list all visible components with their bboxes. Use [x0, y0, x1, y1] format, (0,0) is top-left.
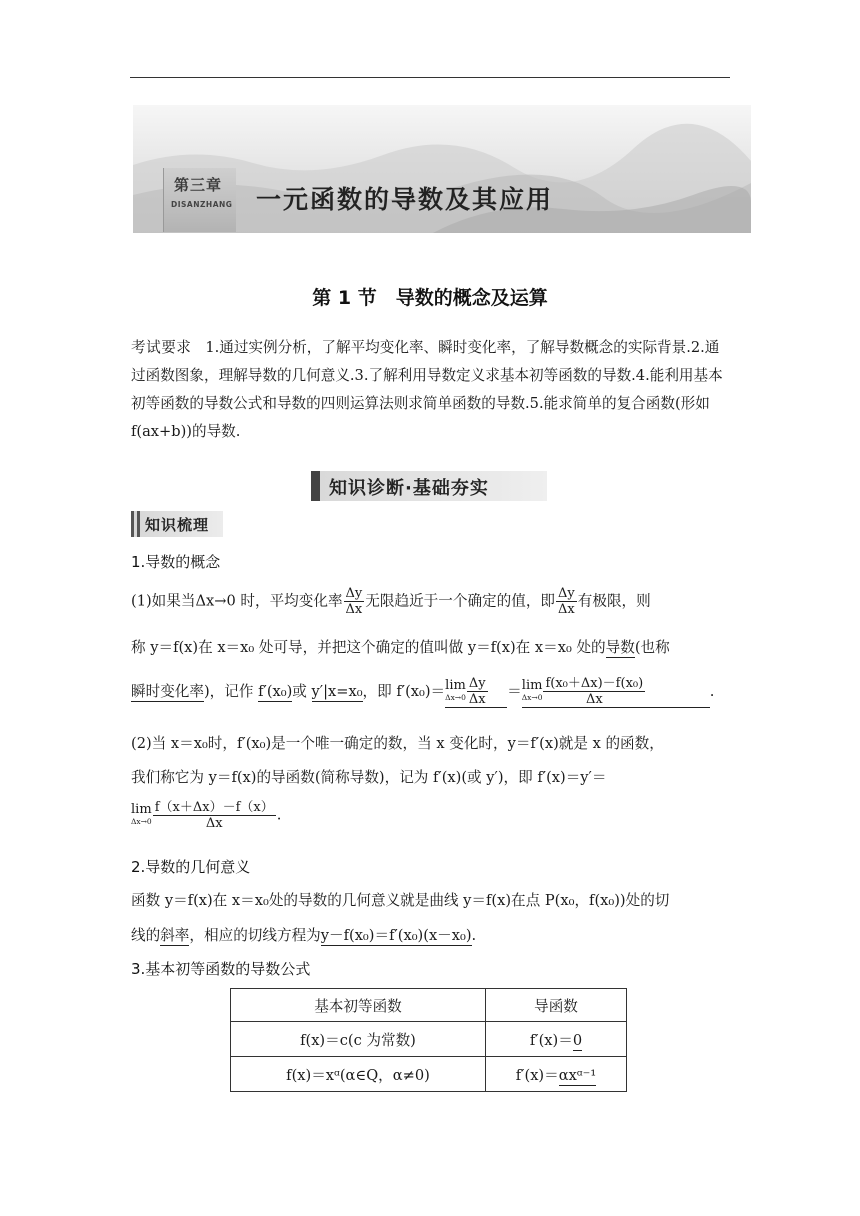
table-header: 导函数 — [486, 989, 627, 1022]
section-title: 第 1 节 导数的概念及运算 — [312, 287, 548, 309]
fraction-numerator: f(x₀＋Δx)－f(x₀) — [545, 676, 644, 691]
answer-notation-2: y′|x=x₀ — [311, 683, 363, 700]
tag-bar — [137, 511, 140, 537]
text-span: ＝ — [507, 683, 522, 700]
limit-operator — [445, 677, 466, 704]
fraction-numerator: Δy — [345, 586, 363, 601]
limit-fraction-2 — [543, 676, 645, 707]
text-span: f′(x)＝ — [515, 1066, 559, 1084]
fraction-numerator: Δy — [558, 586, 575, 601]
text-span: 称 y＝f(x)在 x＝x₀ 处可导，并把这个确定的值叫做 y＝f(x)在 x＝x₀ 处的 — [131, 639, 606, 656]
lim-subscript: Δx→0 — [131, 816, 152, 826]
table-row — [231, 1057, 627, 1092]
answer-derivative-value: 0 — [572, 1031, 583, 1049]
exam-requirements — [131, 334, 731, 446]
limit-operator — [131, 801, 152, 828]
chapter-number: 第三章 — [174, 176, 223, 194]
text-span: ，即 f′(x₀)＝ — [362, 683, 446, 700]
text-span: . — [276, 806, 282, 824]
lim-word: lim — [131, 801, 152, 817]
derivative-formula-table — [230, 988, 627, 1092]
lim-subscript: Δx→0 — [445, 692, 466, 702]
table-row — [231, 1022, 627, 1057]
p2-line3 — [131, 800, 281, 831]
table-cell-function: f(x)＝xᵅ(α∈Q，α≠0) — [231, 1057, 486, 1092]
text-span: ，相应的切线方程为 — [189, 927, 321, 944]
table-cell-derivative — [486, 1022, 627, 1057]
lim-subscript: Δx→0 — [521, 692, 543, 702]
text-span: 无限趋近于一个确定的值，即 — [365, 592, 556, 610]
text-span: )，记作 — [203, 683, 259, 700]
p2-line2: 我们称它为 y＝f(x)的导函数(简称导数)，记为 f′(x)(或 y′)，即 f′(x)＝y′＝ — [131, 769, 607, 786]
answer-instant-rate: 瞬时变化率 — [131, 683, 204, 700]
limit-fraction — [467, 676, 488, 707]
tag-bar — [131, 511, 134, 537]
p1-line1 — [131, 586, 651, 617]
table-cell-derivative — [486, 1057, 627, 1092]
requirements-text: 1.通过实例分析，了解平均变化率、瞬时变化率，了解导数概念的实际背景.2.通过函数图象，理解导数的几何意义.3.了解利用导数定义求基本初等函数的导数.4.能利用基本初等函数的导数公式和导数的四则运算法则求简单函数的导数.5.能求简单的复合函数(形如 f(ax+b))的导数. — [131, 339, 723, 440]
p2-line1: (2)当 x＝x₀时，f′(x₀)是一个唯一确定的数，当 x 变化时，y＝f′(x)就是 x 的函数， — [131, 735, 664, 752]
fraction-numerator: Δy — [468, 676, 486, 691]
answer-notation-1: f′(x₀) — [258, 683, 293, 700]
heading-geometric-meaning: 2.导数的几何意义 — [131, 858, 251, 876]
fraction-denominator: Δx — [205, 816, 223, 831]
knowledge-diagnosis-tag — [311, 471, 547, 501]
lim-word: lim — [445, 677, 466, 693]
fraction-denominator: Δx — [345, 602, 363, 617]
text-span: (1)如果当Δx→0 时，平均变化率 — [131, 592, 343, 610]
text-span: 线的 — [131, 927, 161, 944]
text-span: f′(x)＝ — [529, 1031, 573, 1049]
text-span: . — [471, 927, 477, 944]
knowledge-diagnosis-label: 知识诊断·基础夯实 — [329, 478, 489, 499]
table-cell-function: f(x)＝c(c 为常数) — [231, 1022, 486, 1057]
header-rule — [130, 77, 730, 78]
p1-line2 — [131, 636, 670, 657]
table-header-row — [231, 989, 627, 1022]
fraction-denominator: Δx — [468, 692, 486, 707]
tag-bar — [311, 471, 320, 501]
answer-derivative: 导数 — [605, 639, 635, 656]
heading-derivative-concept: 1.导数的概念 — [131, 553, 221, 571]
text-span: 或 — [292, 683, 312, 700]
lim-word: lim — [521, 677, 543, 693]
limit-operator — [521, 677, 543, 704]
text-span: . — [709, 683, 715, 700]
avg-rate-fraction — [344, 586, 365, 617]
p3-line2 — [131, 924, 476, 945]
answer-slope: 斜率 — [160, 927, 190, 944]
fraction-denominator: Δx — [558, 602, 575, 617]
avg-rate-fraction-2 — [556, 586, 577, 617]
derivative-limit-fraction — [153, 800, 276, 831]
p1-line3 — [131, 676, 714, 708]
knowledge-summary-label: 知识梳理 — [145, 516, 210, 534]
fraction-numerator: f（x＋Δx）－f（x） — [154, 800, 274, 815]
knowledge-summary-tag — [131, 511, 223, 537]
answer-derivative-value: αxᵅ⁻¹ — [558, 1066, 597, 1084]
chapter-title: 一元函数的导数及其应用 — [256, 185, 554, 214]
text-span: (也称 — [634, 639, 670, 656]
text-span: 有极限，则 — [577, 592, 651, 610]
answer-limit-blank-2 — [522, 676, 710, 708]
answer-tangent-equation: y－f(x₀)＝f′(x₀)(x－x₀) — [320, 927, 472, 944]
chapter-pinyin: DISANZHANG — [171, 200, 233, 209]
fraction-denominator: Δx — [585, 692, 603, 707]
table-header: 基本初等函数 — [231, 989, 486, 1022]
answer-limit-blank — [445, 676, 507, 708]
p3-line1: 函数 y＝f(x)在 x＝x₀处的导数的几何意义就是曲线 y＝f(x)在点 P(x₀，f(x₀))处的切 — [131, 892, 670, 909]
heading-derivative-formulas: 3.基本初等函数的导数公式 — [131, 960, 311, 978]
requirements-label: 考试要求 — [131, 339, 192, 356]
